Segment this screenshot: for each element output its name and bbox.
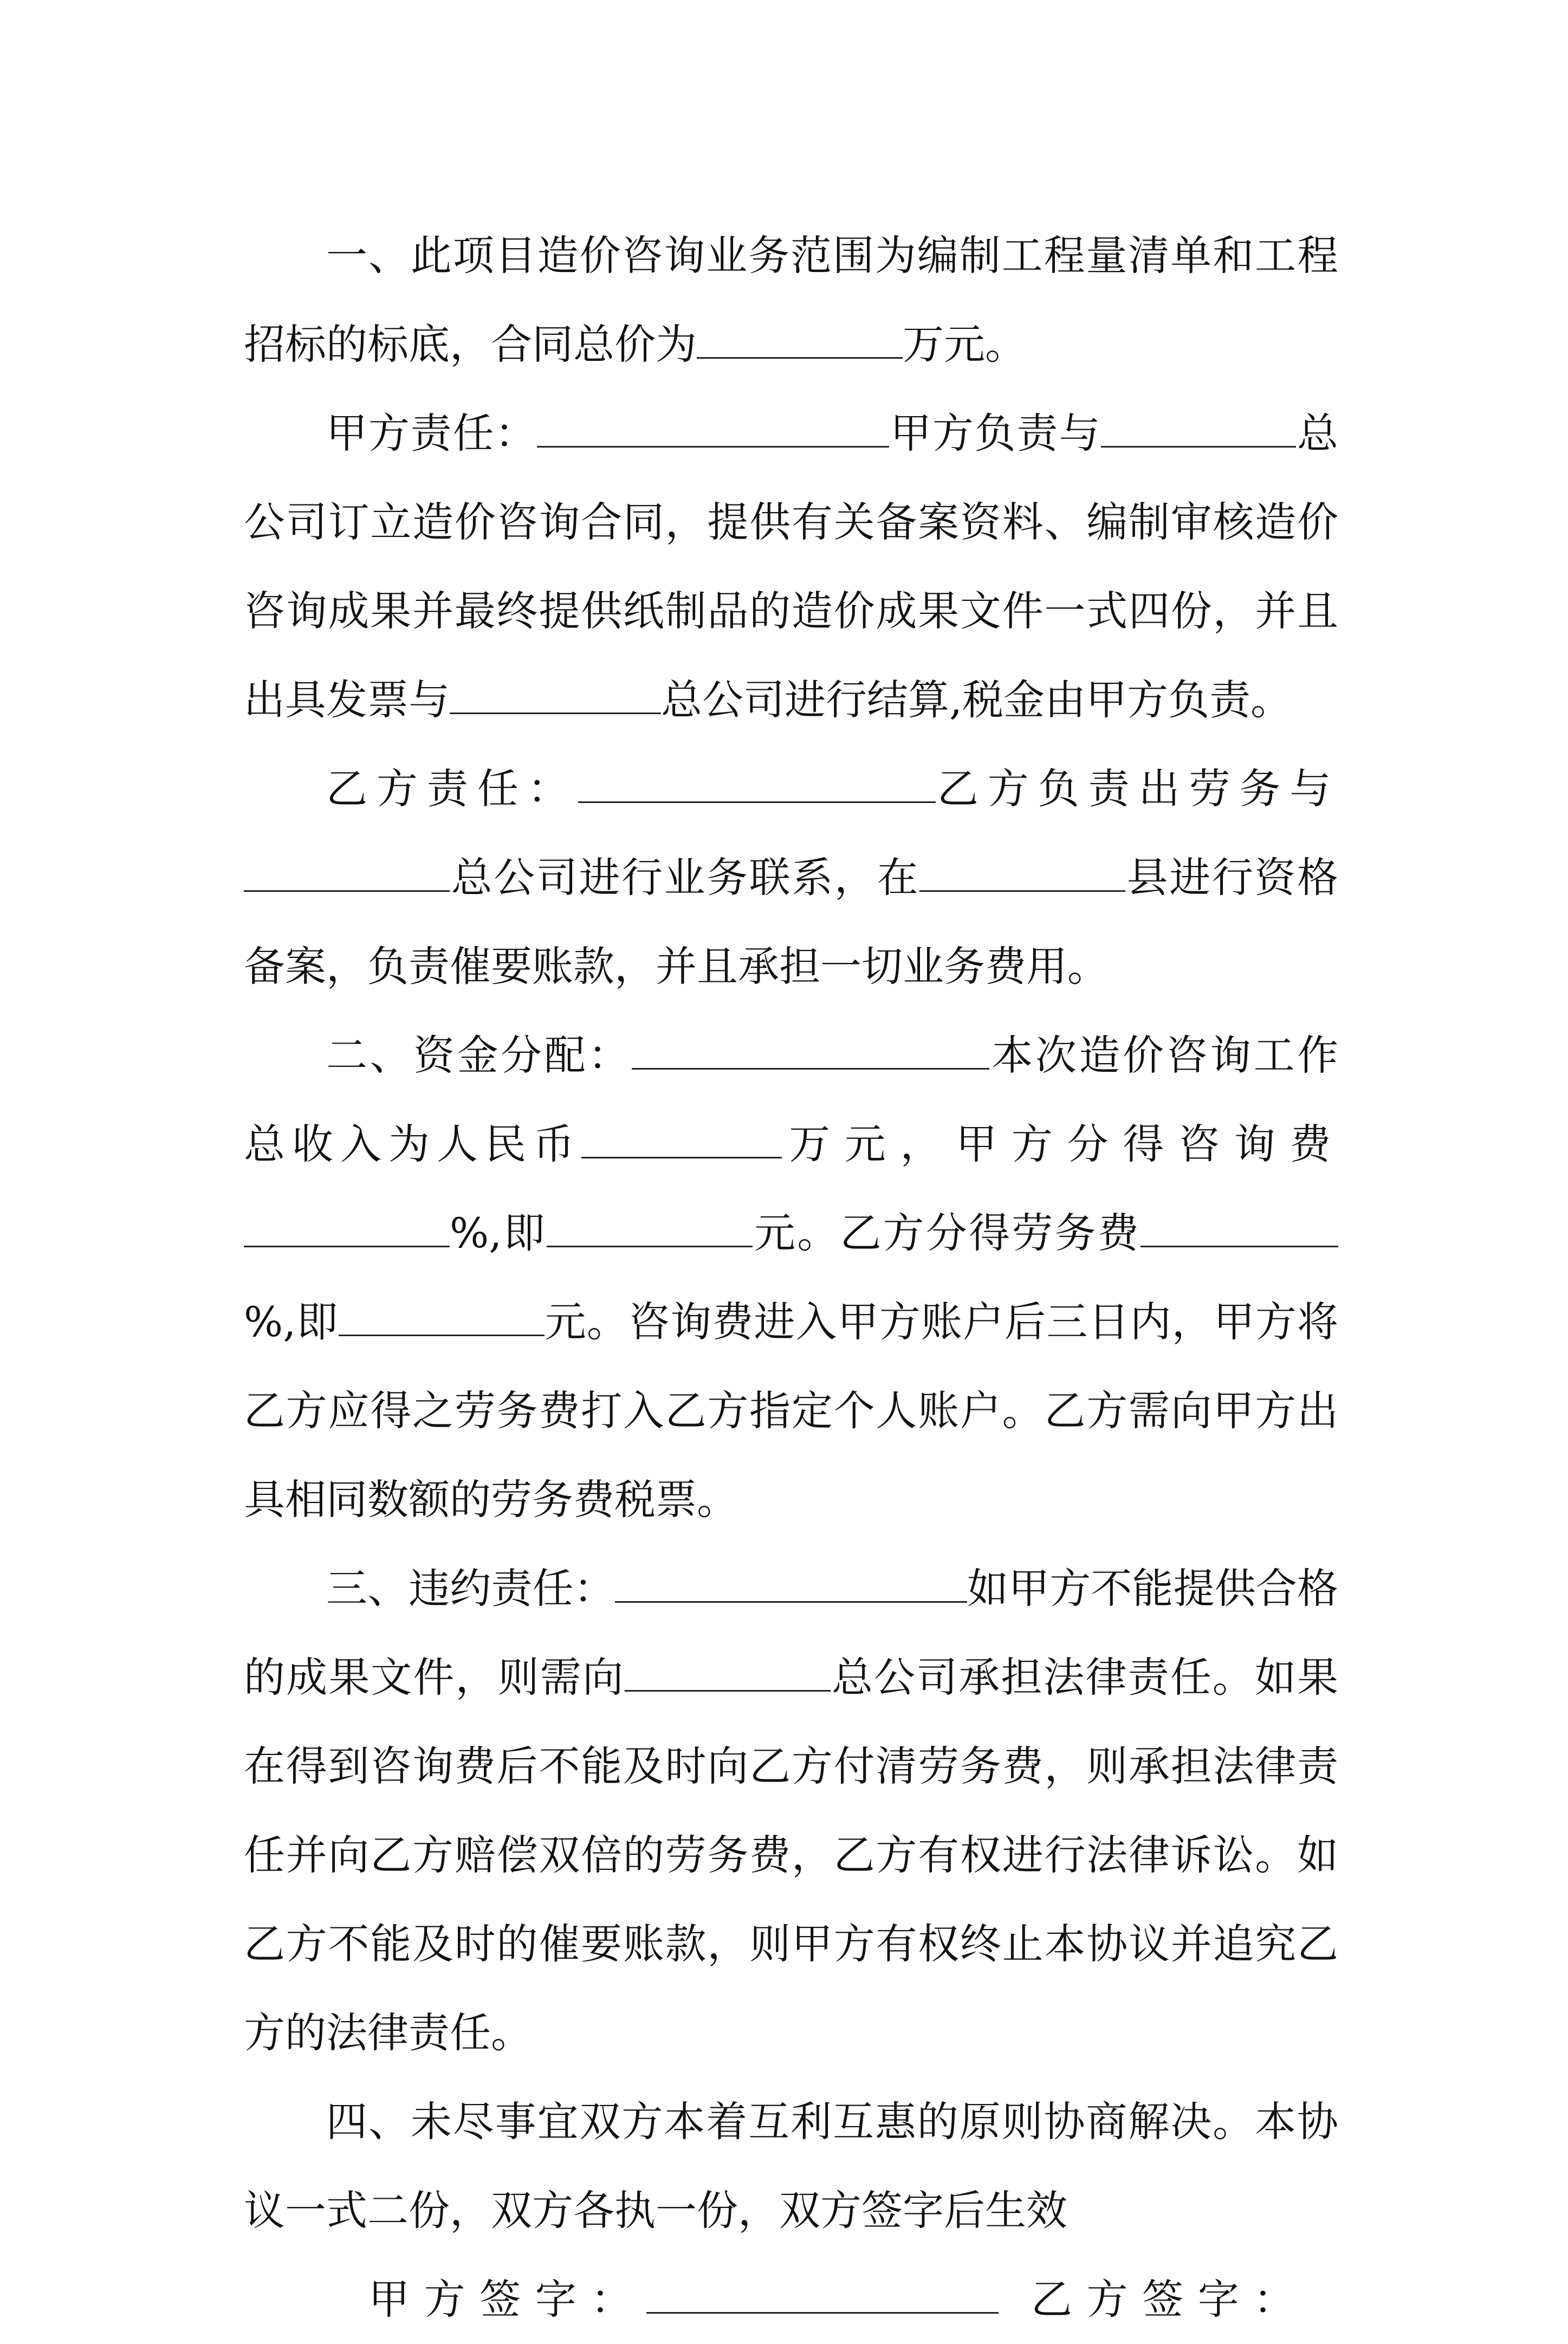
party-b-duty-text-c: 县进行资格备案，负责催要账款，并且承担一切业务费用。 bbox=[244, 853, 1339, 990]
fund-allocation-text-e: %,即 bbox=[244, 1298, 339, 1346]
party-b-duty-text-b: 总公司进行业务联系，在 bbox=[450, 853, 920, 902]
breach-liability-blank[interactable] bbox=[615, 1564, 967, 1603]
breach-liability-text-a: 如甲方不能提供合格的成果文件，则需向 bbox=[244, 1564, 1338, 1701]
breach-liability-text-b: 总公司承担法律责任。如果在得到咨询费后不能及时向乙方付清劳务费，则承担法律责任并向乙方赔偿双倍的劳务费，乙方有权进行法律诉讼。如乙方不能及时的催要账款，则甲方有权终止本协议并追究乙方的法律责任。 bbox=[244, 1653, 1339, 2057]
fund-allocation-text-f: 元。咨询费进入甲方账户后三日内，甲方将乙方应得之劳务费打入乙方指定个人账户。乙方需向甲方出具相同数额的劳务费税票。 bbox=[244, 1298, 1338, 1524]
clause-scope-unit: 万元。 bbox=[903, 320, 1026, 368]
fund-allocation-text-a: 本次造价咨询工作总收入为人民币 bbox=[244, 1031, 1339, 1168]
fund-allocation bbox=[244, 1011, 1338, 1544]
liability-company-blank[interactable] bbox=[625, 1653, 831, 1692]
party-b-duty bbox=[244, 744, 1338, 1011]
party-a-duty-text-a: 甲方负责与 bbox=[889, 409, 1102, 457]
breach-liability-label: 三、违约责任： bbox=[326, 1564, 615, 1613]
party-b-amount-blank[interactable] bbox=[339, 1298, 545, 1336]
total-price-blank[interactable] bbox=[697, 320, 903, 359]
fund-allocation-blank[interactable] bbox=[632, 1031, 989, 1070]
party-a-duty-label: 甲方责任： bbox=[326, 409, 537, 457]
party-b-duty-label: 乙方责任： bbox=[326, 765, 578, 813]
party-b-company-blank[interactable] bbox=[244, 853, 450, 892]
fund-allocation-label: 二、资金分配： bbox=[326, 1031, 632, 1079]
fund-allocation-text-b: 万元，甲方分得咨询费 bbox=[782, 1120, 1338, 1168]
contract-body bbox=[244, 211, 1338, 2344]
party-a-duty bbox=[244, 389, 1338, 744]
party-a-percent-blank[interactable] bbox=[244, 1209, 450, 1247]
party-a-sign-label: 甲方签字： bbox=[368, 2275, 646, 2323]
party-a-duty-blank[interactable] bbox=[537, 409, 889, 448]
clause-scope bbox=[244, 211, 1338, 389]
party-a-duty-text-c: 总公司进行结算,税金由甲方负责。 bbox=[661, 676, 1292, 724]
party-a-signature-blank[interactable] bbox=[646, 2275, 999, 2314]
party-a-company-blank[interactable] bbox=[1101, 409, 1296, 448]
county-blank[interactable] bbox=[919, 853, 1125, 892]
party-a-settle-company-blank[interactable] bbox=[450, 676, 661, 714]
party-b-duty-text-a: 乙方负责出劳务与 bbox=[935, 765, 1338, 813]
misc-clause-text: 四、未尽事宜双方本着互利互惠的原则协商解决。本协议一式二份，双方各执一份，双方签字后生效 bbox=[244, 2097, 1338, 2235]
party-b-percent-blank[interactable] bbox=[1141, 1209, 1338, 1247]
fund-allocation-text-c: %,即 bbox=[450, 1209, 547, 1257]
party-a-amount-blank[interactable] bbox=[547, 1209, 753, 1247]
clause-scope-text: 一、此项目造价咨询业务范围为编制工程量清单和工程招标的标底，合同总价为 bbox=[244, 231, 1338, 368]
party-b-sign-label: 乙方签字： bbox=[1031, 2275, 1309, 2323]
fund-allocation-text-d: 元。乙方分得劳务费 bbox=[752, 1209, 1141, 1257]
party-b-duty-blank[interactable] bbox=[578, 765, 936, 803]
breach-liability bbox=[244, 1544, 1338, 2077]
signature-line bbox=[244, 2255, 1338, 2344]
party-a-duty-text-b: 总公司订立造价咨询合同，提供有关备案资料、编制审核造价咨询成果并最终提供纸制品的造价成果文件一式四份，并且出具发票与 bbox=[244, 409, 1339, 724]
total-income-blank[interactable] bbox=[581, 1120, 782, 1158]
misc-clause bbox=[244, 2077, 1338, 2255]
